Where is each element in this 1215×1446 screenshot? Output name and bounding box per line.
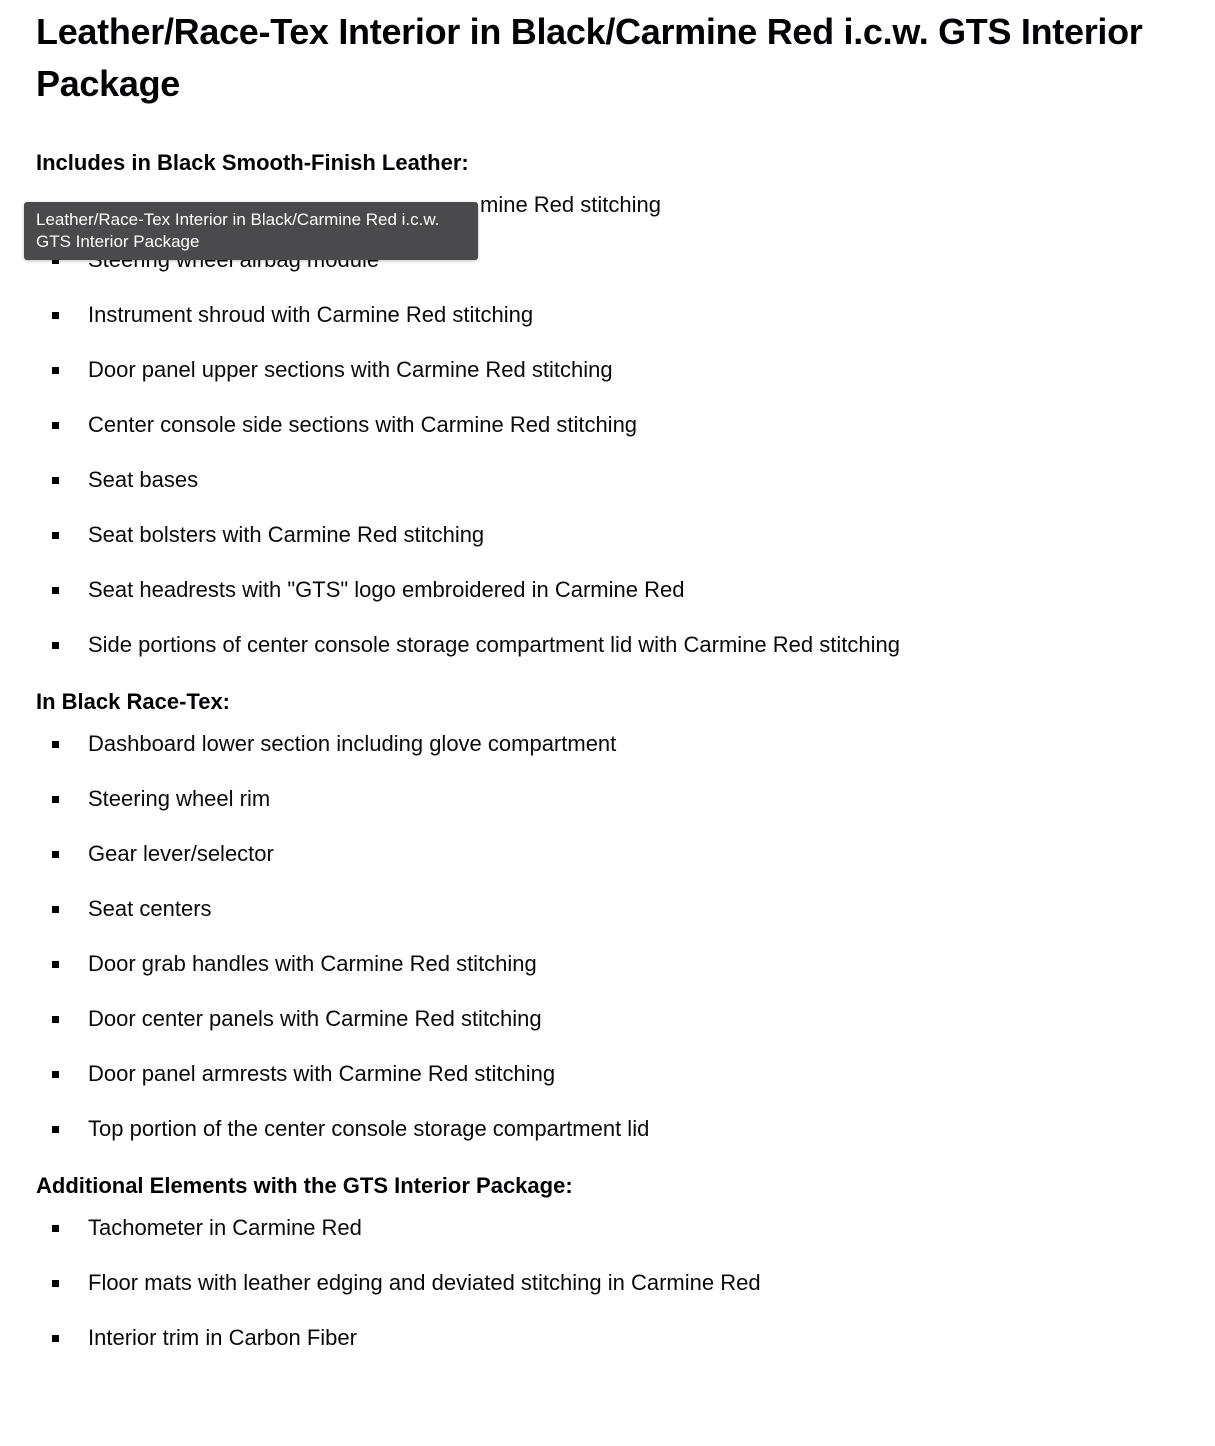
bullet-icon — [52, 851, 59, 858]
bullet-icon — [52, 587, 59, 594]
bullet-icon — [52, 1280, 59, 1287]
feature-list — [36, 1201, 1179, 1366]
list-item-text: Interior trim in Carbon Fiber — [88, 1325, 357, 1350]
section-heading: Includes in Black Smooth-Finish Leather: — [36, 150, 469, 175]
list-item-text: Seat headrests with "GTS" logo embroidered in Carmine Red — [88, 577, 685, 602]
list-item — [36, 288, 1179, 343]
page-title: Leather/Race-Tex Interior in Black/Carmine Red i.c.w. GTS Interior Package — [36, 11, 1143, 104]
list-item — [36, 1201, 1179, 1256]
list-item-text: Instrument shroud with Carmine Red stitching — [88, 302, 534, 327]
list-item-text: Tachometer in Carmine Red — [88, 1215, 362, 1240]
bullet-icon — [52, 741, 59, 748]
list-item — [36, 1102, 1179, 1157]
list-item-text: mine Red stitching — [480, 192, 661, 217]
bullet-icon — [52, 532, 59, 539]
list-item-text: Door panel armrests with Carmine Red stitching — [88, 1061, 556, 1086]
list-item — [36, 717, 1179, 772]
bullet-icon — [52, 367, 59, 374]
list-item — [36, 508, 1179, 563]
feature-list — [36, 717, 1179, 1157]
list-item — [36, 618, 1179, 673]
list-item-text: Seat bolsters with Carmine Red stitching — [88, 522, 485, 547]
list-item — [36, 398, 1179, 453]
list-item-text: Top portion of the center console storage compartment lid — [88, 1116, 650, 1141]
list-item-text: Center console side sections with Carmine Red stitching — [88, 412, 638, 437]
section-additional-elements — [36, 1171, 1179, 1366]
section-heading: Additional Elements with the GTS Interior Package: — [36, 1173, 573, 1198]
list-item — [36, 992, 1179, 1047]
bullet-icon — [52, 642, 59, 649]
bullet-icon — [52, 1126, 59, 1133]
list-item — [36, 343, 1179, 398]
tooltip — [24, 202, 478, 260]
bullet-icon — [52, 1016, 59, 1023]
section-heading: In Black Race-Tex: — [36, 689, 231, 714]
list-item-text: Gear lever/selector — [88, 841, 274, 866]
list-item-text: Seat bases — [88, 467, 199, 492]
list-item-text: Door center panels with Carmine Red stitching — [88, 1006, 542, 1031]
bullet-icon — [52, 312, 59, 319]
bullet-icon — [52, 906, 59, 913]
page — [0, 6, 1215, 1446]
list-item-text: Dashboard lower section including glove compartment — [88, 731, 617, 756]
bullet-icon — [52, 422, 59, 429]
list-item-text: Seat centers — [88, 896, 212, 921]
bullet-icon — [52, 1335, 59, 1342]
bullet-icon — [52, 796, 59, 803]
list-item-text: Door panel upper sections with Carmine Red stitching — [88, 357, 613, 382]
bullet-icon — [52, 1225, 59, 1232]
list-item — [36, 1256, 1179, 1311]
bullet-icon — [52, 1071, 59, 1078]
list-item-text: Floor mats with leather edging and deviated stitching in Carmine Red — [88, 1270, 761, 1295]
list-item — [36, 882, 1179, 937]
list-item — [36, 937, 1179, 992]
list-item — [36, 563, 1179, 618]
bullet-icon — [52, 477, 59, 484]
section-black-race-tex — [36, 687, 1179, 1157]
list-item — [36, 453, 1179, 508]
list-item-text: Door grab handles with Carmine Red stitching — [88, 951, 537, 976]
tooltip-text: Leather/Race-Tex Interior in Black/Carmine Red i.c.w. GTS Interior Package — [36, 210, 440, 251]
list-item — [36, 827, 1179, 882]
bullet-icon — [52, 961, 59, 968]
list-item — [36, 1311, 1179, 1366]
list-item — [36, 1047, 1179, 1102]
list-item-text: Side portions of center console storage compartment lid with Carmine Red stitching — [88, 632, 900, 657]
list-item — [36, 772, 1179, 827]
list-item-text: Steering wheel rim — [88, 786, 271, 811]
